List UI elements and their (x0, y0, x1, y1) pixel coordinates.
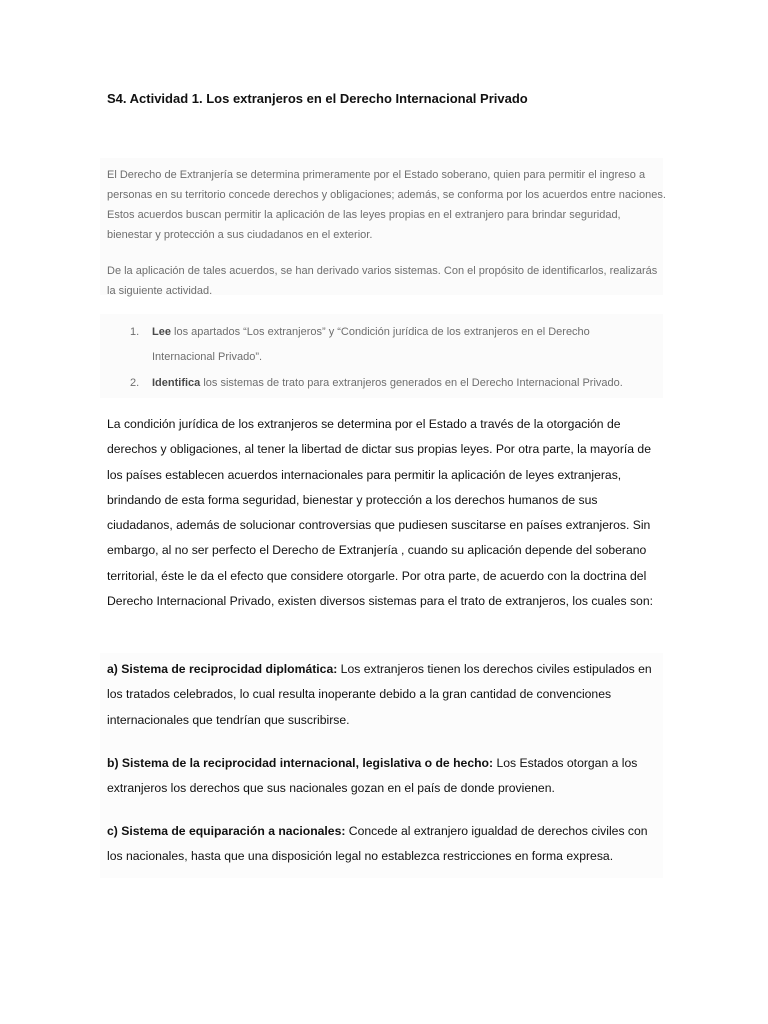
step-content (152, 320, 652, 370)
answer-paragraph: La condición jurídica de los extranjeros se determina por el Estado a través de la otorgación de derechos y obligaciones, al tener la libertad de dictar sus propias leyes. Por otra parte, la mayoría de los países establecen acuerdos internacionales para permitir la aplicación de leyes extranjeras, brindando de esta forma seguridad, bienestar y protección a los derechos humanos de sus ciudadanos, además de solucionar controversias que pudiesen suscitarse en países extranjeros. Sin embargo, al no ser perfecto el Derecho de Extranjería , cuando su aplicación depende del soberano territorial, éste le da el efecto que considere otorgarle. Por otra parte, de acuerdo con la doctrina del Derecho Internacional Privado, existen diversos sistemas para el trato de extranjeros, los cuales son: (107, 417, 654, 609)
system-item-international (107, 751, 663, 802)
step-keyword: Identifica (152, 377, 201, 389)
page-title: S4. Actividad 1. Los extranjeros en el Derecho Internacional Privado (107, 91, 528, 106)
step-text: los apartados “Los extranjeros” y “Condición jurídica de los extranjeros en el Derecho Internacional Privado”. (152, 326, 590, 363)
step-text: los sistemas de trato para extranjeros generados en el Derecho Internacional Privado. (200, 377, 623, 389)
system-heading: b) Sistema de la reciprocidad internacional, legislativa o de hecho: (107, 756, 494, 770)
intro-paragraph-instructions: De la aplicación de tales acuerdos, se han derivado varios sistemas. Con el propósito de identificarlos, realizarás la siguiente actividad. (107, 265, 658, 297)
system-text: Los Estados otorgan a los extranjeros los derechos que sus nacionales gozan en el país de donde provienen. (107, 756, 638, 796)
step-content (152, 371, 652, 396)
step-number: 1. (130, 326, 140, 338)
system-heading: c) Sistema de equiparación a nacionales: (107, 824, 346, 838)
system-text: Los extranjeros tienen los derechos civiles estipulados en los tratados celebrados, lo cual resulta inoperante debido a la gran cantidad de convenciones internacionales que tendrían que suscribirse. (107, 662, 652, 727)
step-item-read (130, 320, 650, 370)
step-item-identify (130, 371, 650, 396)
system-heading: a) Sistema de reciprocidad diplomática: (107, 662, 338, 676)
step-keyword: Lee (152, 326, 171, 338)
intro-paragraph: El Derecho de Extranjería se determina primeramente por el Estado soberano, quien para permitir el ingreso a personas en su territorio concede derechos y obligaciones; además, se conforma por los acuerdos entre naciones. Estos acuerdos buscan permitir la aplicación de las leyes propias en el extranjero para brindar seguridad, bienestar y protección a sus ciudadanos en el exterior. (107, 169, 666, 241)
system-item-equiparation (107, 819, 663, 870)
system-text: Concede al extranjero igualdad de derechos civiles con los nacionales, hasta que una disposición legal no establezca restricciones en forma expresa. (107, 824, 648, 864)
step-number: 2. (130, 377, 140, 389)
system-item-diplomatic (107, 657, 663, 733)
